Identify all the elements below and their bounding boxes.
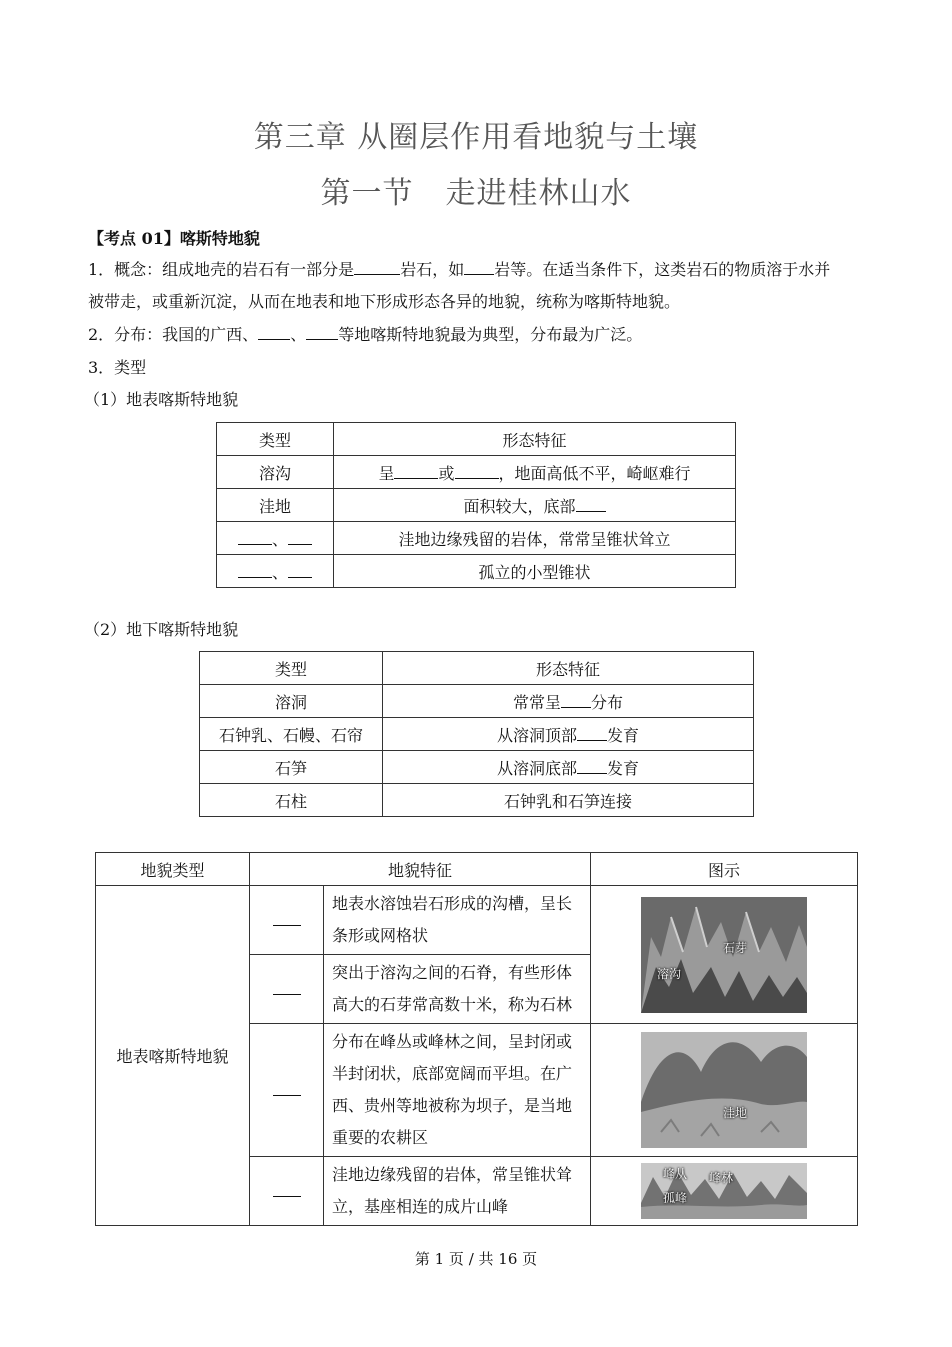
name-cell — [250, 1024, 324, 1157]
fill-blank[interactable] — [464, 258, 494, 275]
header-cell: 地貌特征 — [250, 853, 591, 886]
peak-cluster-photo — [641, 1163, 807, 1219]
fill-blank[interactable] — [273, 994, 301, 995]
chapter-title: 第三章 从圈层作用看地貌与土壤 — [253, 120, 699, 155]
types-line: 3．类型 — [88, 358, 147, 377]
concept-line-1: 1．概念：组成地壳的岩石有一部分是 岩石，如 岩等。在适当条件下，这类岩石的物质溶于水并 — [88, 260, 831, 279]
photo-label: 溶沟 — [657, 966, 682, 981]
fill-blank[interactable] — [258, 323, 290, 340]
feature-cell: 呈 或 ，地面高低不平，崎岖难行 — [334, 456, 736, 489]
fill-blank[interactable] — [288, 528, 312, 545]
fill-blank[interactable] — [238, 561, 272, 578]
fill-blank[interactable] — [576, 495, 606, 512]
group-cell: 地表喀斯特地貌 — [96, 886, 250, 1226]
fill-blank[interactable] — [394, 462, 438, 479]
page-footer: 第 1 页 / 共 16 页 — [414, 1250, 538, 1268]
feature-cell: 洼地边缘残留的岩体，常呈锥状耸立，基座相连的成片山峰 — [324, 1157, 591, 1226]
header-cell: 形态特征 — [383, 652, 754, 685]
header-cell: 形态特征 — [334, 423, 736, 456]
type-cell: 石笋 — [200, 751, 383, 784]
underground-karst-table — [199, 651, 754, 817]
photo-label: 峰林 — [709, 1171, 734, 1185]
landform-summary-table — [95, 852, 858, 1226]
type-cell: 溶洞 — [200, 685, 383, 718]
fill-blank[interactable] — [577, 757, 607, 774]
topic-heading: 【考点 01】喀斯特地貌 — [88, 229, 260, 248]
photo-label: 石芽 — [723, 940, 748, 955]
photo-label: 孤峰 — [663, 1191, 688, 1205]
feature-cell: 地表水溶蚀岩石形成的沟槽，呈长条形或网格状 — [324, 886, 591, 955]
type-cell: 、 — [217, 555, 334, 588]
section-number: 第一节 — [320, 176, 414, 211]
feature-cell: 常常呈 分布 — [383, 685, 754, 718]
feature-cell: 石钟乳和石笋连接 — [383, 784, 754, 817]
depression-photo — [641, 1032, 807, 1148]
fill-blank[interactable] — [273, 1196, 301, 1197]
photo-label: 峰从 — [663, 1167, 688, 1181]
type-cell: 、 — [217, 522, 334, 555]
name-cell — [250, 886, 324, 955]
header-cell: 地貌类型 — [96, 853, 250, 886]
fill-blank[interactable] — [273, 925, 301, 926]
concept-line-2: 被带走，或重新沉淀，从而在地表和地下形成形态各异的地貌，统称为喀斯特地貌。 — [88, 292, 681, 311]
surface-subheading: （1）地表喀斯特地貌 — [84, 390, 239, 409]
fill-blank[interactable] — [273, 1095, 301, 1096]
header-cell: 类型 — [200, 652, 383, 685]
fill-blank[interactable] — [561, 691, 591, 708]
underground-subheading: （2）地下喀斯特地貌 — [84, 620, 239, 639]
fill-blank[interactable] — [354, 258, 400, 275]
header-cell: 类型 — [217, 423, 334, 456]
surface-karst-table — [216, 422, 736, 588]
fill-blank[interactable] — [455, 462, 499, 479]
fill-blank[interactable] — [577, 724, 607, 741]
fill-blank[interactable] — [306, 323, 338, 340]
feature-cell: 孤立的小型锥状 — [334, 555, 736, 588]
name-cell — [250, 1157, 324, 1226]
image-cell — [591, 886, 858, 1024]
feature-cell: 从溶洞顶部 发育 — [383, 718, 754, 751]
section-name: 走进桂林山水 — [445, 176, 632, 211]
type-cell: 石柱 — [200, 784, 383, 817]
type-cell: 洼地 — [217, 489, 334, 522]
type-cell: 石钟乳、石幔、石帘 — [200, 718, 383, 751]
section-title — [0, 168, 952, 212]
feature-cell: 突出于溶沟之间的石脊，有些形体高大的石芽常高数十米，称为石林 — [324, 955, 591, 1024]
type-cell: 溶沟 — [217, 456, 334, 489]
photo-label: 洼地 — [723, 1106, 748, 1120]
header-cell: 图示 — [591, 853, 858, 886]
feature-cell: 面积较大，底部 — [334, 489, 736, 522]
feature-cell: 洼地边缘残留的岩体，常常呈锥状耸立 — [334, 522, 736, 555]
image-cell — [591, 1157, 858, 1226]
image-cell — [591, 1024, 858, 1157]
feature-cell: 从溶洞底部 发育 — [383, 751, 754, 784]
distribution-line: 2．分布：我国的广西、 、 等地喀斯特地貌最为典型，分布最为广泛。 — [88, 325, 643, 344]
fill-blank[interactable] — [288, 561, 312, 578]
fill-blank[interactable] — [238, 528, 272, 545]
feature-cell: 分布在峰丛或峰林之间，呈封闭或半封闭状，底部宽阔而平坦。在广西、贵州等地被称为坝子，是当地重要的农耕区 — [324, 1024, 591, 1157]
name-cell — [250, 955, 324, 1024]
stone-forest-photo — [641, 897, 807, 1013]
